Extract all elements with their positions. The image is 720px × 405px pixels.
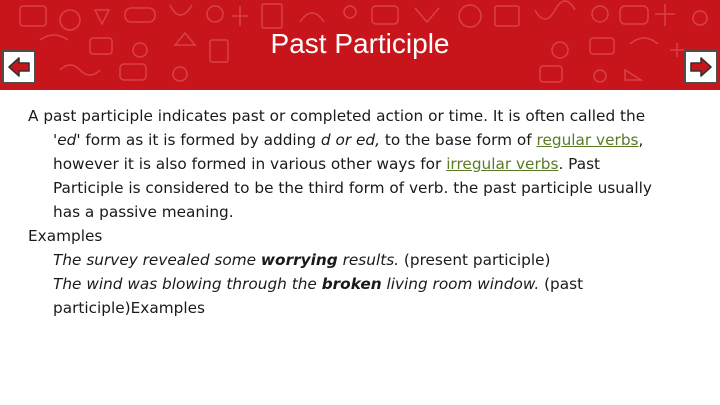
arrow-left-icon xyxy=(7,55,31,79)
example-text: living room window. xyxy=(381,275,540,293)
slide-title: Past Participle xyxy=(270,28,450,59)
example-keyword: worrying xyxy=(260,251,338,269)
definition-paragraph xyxy=(28,104,668,224)
slide-header xyxy=(0,0,720,90)
previous-slide-button[interactable] xyxy=(2,50,36,84)
irregular-verbs-link[interactable]: irregular verbs xyxy=(446,155,559,173)
examples-heading: Examples xyxy=(28,227,103,245)
regular-verbs-link[interactable]: regular verbs xyxy=(536,131,639,149)
example-text: The survey revealed some xyxy=(53,251,261,269)
definition-text: . Past Participle is considered to be the third form of verb. the past participle usually has a passive meaning. xyxy=(53,155,652,221)
example-note: (past participle)Examples xyxy=(53,275,584,317)
example-text: The wind was blowing through the xyxy=(53,275,322,293)
arrow-right-icon xyxy=(689,55,713,79)
example-text: results. xyxy=(337,251,400,269)
example-note: (present participle) xyxy=(399,251,551,269)
example-sentence-2 xyxy=(53,272,668,320)
example-keyword: broken xyxy=(321,275,382,293)
definition-text: form as it is formed by adding xyxy=(80,131,321,149)
definition-text: , however it is also formed in various other ways for xyxy=(53,131,644,173)
d-or-ed-term: d or ed, xyxy=(320,131,380,149)
definition-text: A past participle indicates past or completed action or time. It is often called the xyxy=(28,107,646,125)
next-slide-button[interactable] xyxy=(684,50,718,84)
example-sentence-1 xyxy=(53,248,668,272)
slide-body xyxy=(28,104,668,320)
definition-text: to the base form of xyxy=(380,131,537,149)
ed-term: 'ed' xyxy=(53,131,81,149)
